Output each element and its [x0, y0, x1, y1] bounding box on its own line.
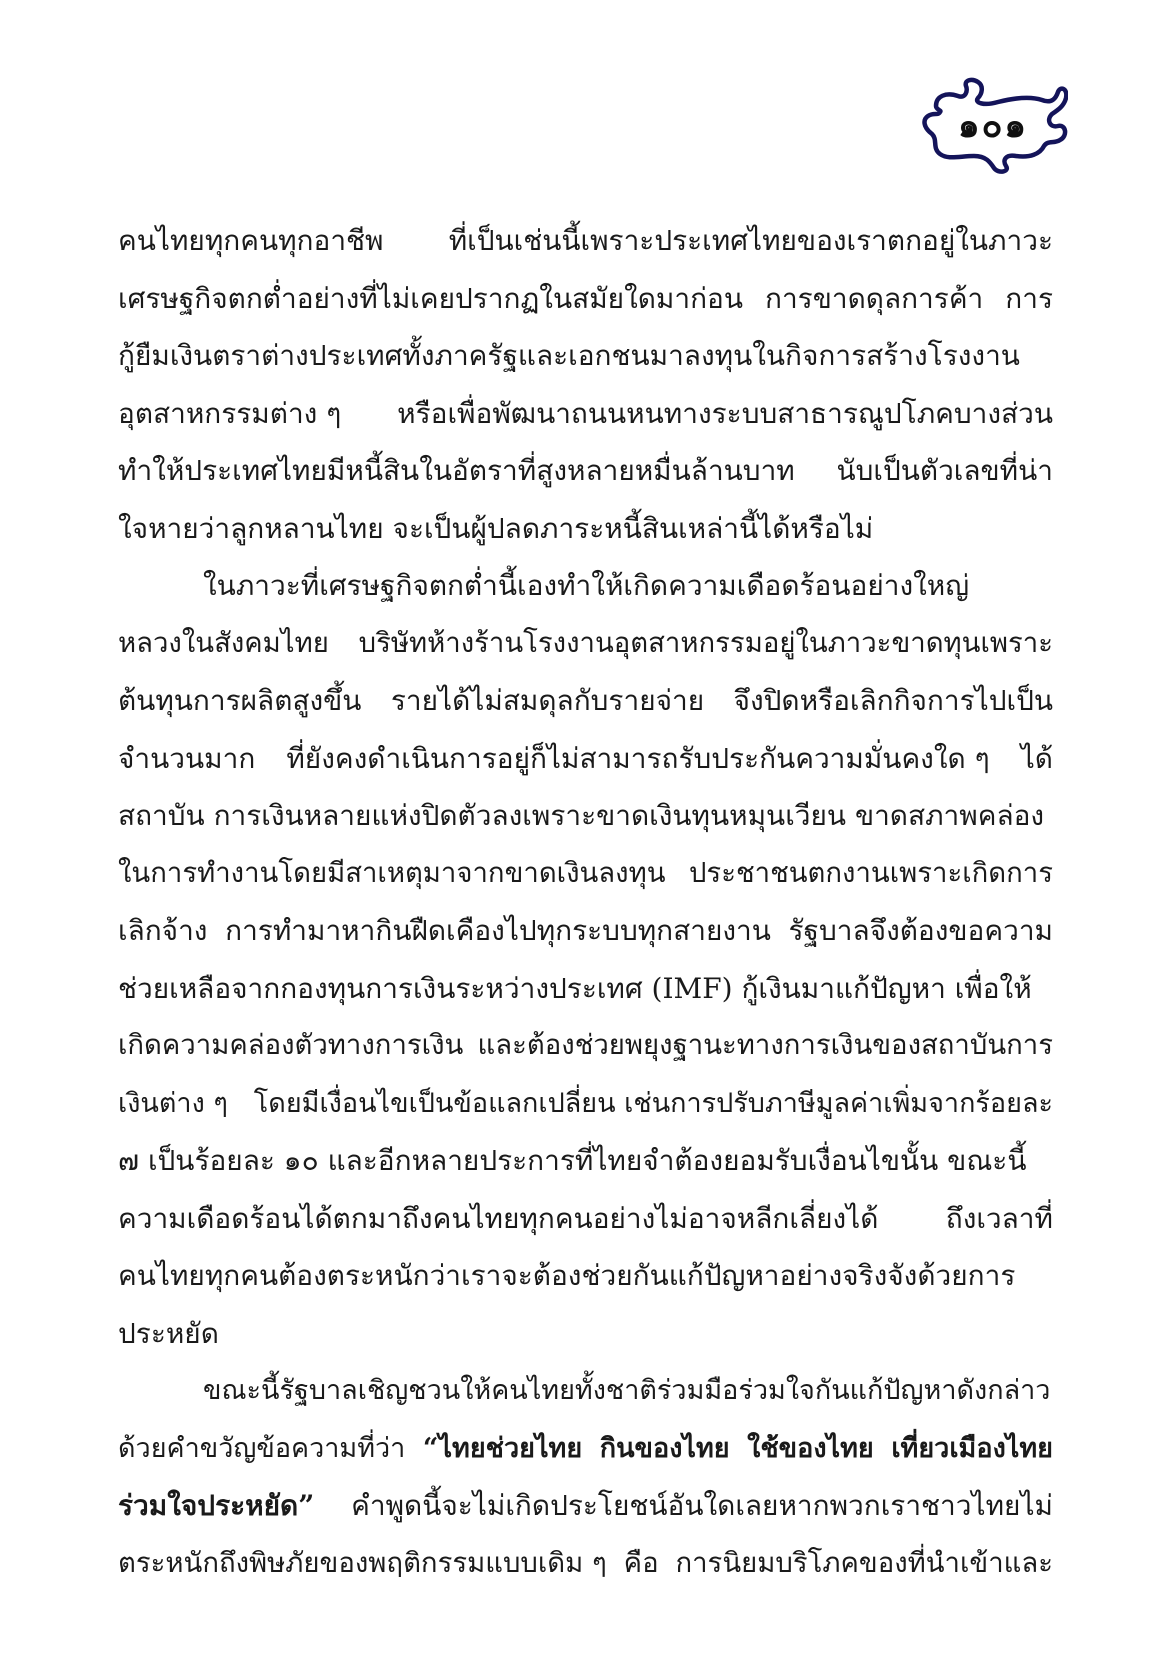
text-segment: คือ	[623, 1546, 659, 1579]
text-segment: เกิดความคล่องตัวทางการเงิน	[118, 1029, 464, 1061]
paragraph	[118, 212, 1053, 557]
text-segment: รัฐบาลจึงต้องขอความ	[788, 914, 1053, 947]
text-line	[118, 960, 1053, 1018]
text-segment: ต้นทุนการผลิตสูงขึ้น	[118, 684, 362, 717]
text-line	[118, 1132, 1053, 1190]
text-line	[118, 730, 1053, 788]
text-segment: หลวงในสังคมไทย	[118, 626, 329, 659]
text-line	[118, 1305, 1053, 1363]
bold-text-segment: กินของไทย	[599, 1432, 730, 1464]
text-segment: หรือเพื่อพัฒนาถนนหนทางระบบสาธารณูปโภคบางส่วน	[397, 396, 1053, 430]
page-number: ๑๐๑	[958, 106, 1028, 146]
text-segment: นับเป็นตัวเลขที่น่า	[836, 454, 1053, 487]
text-segment: เศรษฐกิจตกต่ำอย่างที่ไม่เคยปรากฏในสมัยใดมาก่อน	[118, 281, 744, 315]
text-segment: เงินต่าง ๆ	[118, 1087, 228, 1119]
page-number-badge	[918, 76, 1068, 176]
text-line	[118, 442, 1053, 500]
text-line	[118, 327, 1053, 385]
body-text	[118, 212, 1053, 1592]
text-segment: การนิยมบริโภคของที่นำเข้าและ	[675, 1546, 1053, 1579]
text-segment: ความเดือดร้อนได้ตกมาถึงคนไทยทุกคนอย่างไม่อาจหลีกเลี่ยงได้	[118, 1201, 879, 1235]
text-segment: ประหยัด	[118, 1316, 219, 1350]
text-segment: ในภาวะที่เศรษฐกิจตกต่ำนี้เองทำให้เกิดความเดือดร้อนอย่างใหญ่	[203, 569, 970, 602]
text-segment: รายได้ไม่สมดุลกับรายจ่าย	[390, 684, 705, 717]
paragraph	[118, 557, 1053, 1362]
text-line	[118, 270, 1053, 328]
bold-text-segment: ใช้ของไทย	[747, 1432, 874, 1464]
text-segment: ทำให้ประเทศไทยมีหนี้สินในอัตราที่สูงหลายหมื่นล้านบาท	[118, 454, 795, 487]
text-segment: ตระหนักถึงพิษภัยของพฤติกรรมแบบเดิม ๆ	[118, 1546, 607, 1579]
text-segment: คนไทยทุกคนทุกอาชีพ	[118, 224, 384, 257]
text-segment: จำนวนมาก	[118, 741, 256, 775]
paragraph	[118, 1362, 1053, 1592]
text-segment: ได้	[1020, 741, 1053, 775]
text-segment: กู้ยืมเงินตราต่างประเทศทั้งภาครัฐและเอกชนมาลงทุนในกิจการสร้างโรงงาน	[118, 339, 1020, 372]
text-line	[118, 1247, 1053, 1305]
text-line	[118, 902, 1053, 960]
text-segment: อุตสาหกรรมต่าง ๆ	[118, 396, 342, 430]
text-line	[118, 212, 1053, 270]
text-segment: ที่ยังคงดำเนินการอยู่ก็ไม่สามารถรับประกันความมั่นคงใด ๆ	[286, 741, 990, 775]
text-line	[118, 385, 1053, 443]
text-line	[118, 1420, 1053, 1478]
text-segment: จึงปิดหรือเลิกกิจการไปเป็น	[733, 684, 1053, 717]
text-line	[118, 615, 1053, 673]
text-segment: คนไทยทุกคนต้องตระหนักว่าเราจะต้องช่วยกันแก้ปัญหาอย่างจริงจังด้วยการ	[118, 1259, 1016, 1292]
bold-text-segment: “ไทยช่วยไทย	[422, 1432, 583, 1464]
text-segment: ขณะนี้รัฐบาลเชิญชวนให้คนไทยทั้งชาติร่วมมือร่วมใจกันแก้ปัญหาดังกล่าว	[203, 1375, 1051, 1406]
text-segment: โดยมีเงื่อนไขเป็นข้อแลกเปลี่ยน เช่นการปรับภาษีมูลค่าเพิ่มจากร้อยละ	[253, 1087, 1053, 1119]
bold-text-segment: ร่วมใจประหยัด”	[118, 1489, 315, 1522]
text-line	[118, 1017, 1053, 1075]
text-segment: ประชาชนตกงานเพราะเกิดการ	[688, 856, 1053, 889]
text-segment: เลิกจ้าง	[118, 914, 208, 947]
text-line	[118, 557, 1053, 615]
bold-text-segment: เที่ยวเมืองไทย	[891, 1432, 1053, 1464]
text-line	[118, 672, 1053, 730]
text-segment: ด้วยคำขวัญข้อความที่ว่า	[118, 1432, 406, 1464]
text-line	[118, 1190, 1053, 1248]
text-line	[118, 500, 1053, 558]
text-segment: การทำมาหากินฝืดเคืองไปทุกระบบทุกสายงาน	[225, 914, 771, 947]
text-segment: ที่เป็นเช่นนี้เพราะประเทศไทยของเราตกอยู่ในภาวะ	[448, 224, 1053, 257]
text-line	[118, 1535, 1053, 1593]
text-segment: การขาดดุลการค้า	[765, 281, 984, 315]
text-segment: การ	[1005, 281, 1053, 315]
text-segment: สถาบัน การเงินหลายแห่งปิดตัวลงเพราะขาดเงินทุนหมุนเวียน ขาดสภาพคล่อง	[118, 799, 1045, 832]
text-segment: ในการทำงานโดยมีสาเหตุมาจากขาดเงินลงทุน	[118, 856, 666, 889]
text-segment: ถึงเวลาที่	[945, 1201, 1053, 1235]
text-line	[118, 1075, 1053, 1133]
text-segment: และต้องช่วยพยุงฐานะทางการเงินของสถาบันการ	[477, 1029, 1053, 1061]
text-line	[118, 1477, 1053, 1535]
text-segment: ช่วยเหลือจากกองทุนการเงินระหว่างประเทศ (IMF) กู้เงินมาแก้ปัญหา เพื่อให้	[118, 971, 1032, 1005]
text-segment: คำพูดนี้จะไม่เกิดประโยชน์อันใดเลยหากพวกเราชาวไทยไม่	[351, 1489, 1053, 1522]
text-line	[118, 787, 1053, 845]
text-segment: ใจหายว่าลูกหลานไทย จะเป็นผู้ปลดภาระหนี้สินเหล่านี้ได้หรือไม่	[118, 511, 874, 545]
text-segment: ๗ เป็นร้อยละ ๑๐ และอีกหลายประการที่ไทยจำต้องยอมรับเงื่อนไขนั้น ขณะนี้	[118, 1144, 1027, 1177]
text-line	[118, 1362, 1053, 1420]
text-line	[118, 845, 1053, 903]
text-segment: บริษัทห้างร้านโรงงานอุตสาหกรรมอยู่ในภาวะขาดทุนเพราะ	[358, 626, 1053, 659]
